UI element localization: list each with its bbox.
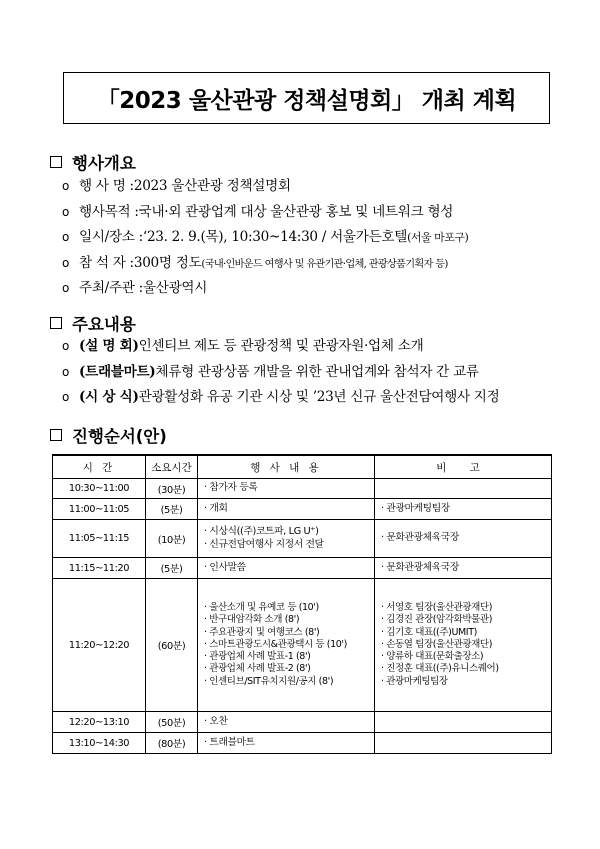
cell-time: 13:10~14:30 bbox=[53, 733, 146, 754]
cell-duration: (30분) bbox=[146, 479, 198, 499]
item-value: 국내·외 관광업계 대상 울산관광 홍보 및 네트워크 형성 bbox=[138, 203, 454, 220]
list-item bbox=[62, 174, 582, 200]
cell-content bbox=[198, 479, 375, 499]
cell-time: 11:20~12:20 bbox=[53, 579, 146, 712]
section-heading-overview bbox=[50, 150, 136, 174]
cell-content bbox=[198, 558, 375, 579]
circle-bullet-icon: o bbox=[62, 390, 70, 404]
table-row bbox=[53, 520, 552, 558]
circle-bullet-icon: o bbox=[62, 339, 70, 353]
cell-note bbox=[375, 479, 552, 499]
table-row bbox=[53, 479, 552, 499]
cell-time: 11:00~11:05 bbox=[53, 499, 146, 520]
circle-bullet-icon: o bbox=[62, 230, 70, 244]
circle-bullet-icon: o bbox=[62, 179, 70, 193]
note-line: · 문화관광체육국장 bbox=[381, 561, 459, 573]
item-value: ‘23. 2. 9.(목), 10:30~14:30 / 서울가든호텔 bbox=[142, 229, 408, 245]
item-key: 참 석 자 : bbox=[79, 254, 134, 271]
content-line: · 스마트관광도시&관광택시 등 (10') bbox=[204, 638, 347, 650]
table-row bbox=[53, 712, 552, 733]
list-item bbox=[62, 360, 582, 386]
note-line: · 김경진 관장(암각화박물관) bbox=[381, 614, 493, 626]
table-row bbox=[53, 733, 552, 754]
cell-duration: (60분) bbox=[146, 579, 198, 712]
cell-note bbox=[375, 520, 552, 558]
column-header-duration: 소요시간 bbox=[146, 455, 198, 479]
document-title: 「2023 울산관광 정책설명회」 개최 계획 bbox=[63, 72, 550, 124]
item-note: (서울 마포구) bbox=[407, 231, 469, 244]
table-row bbox=[53, 499, 552, 520]
item-value: 300명 정도 bbox=[133, 254, 202, 271]
section-heading-main-content bbox=[50, 311, 136, 335]
circle-bullet-icon: o bbox=[62, 255, 70, 270]
square-bullet-icon bbox=[50, 317, 62, 329]
schedule-table bbox=[52, 454, 552, 754]
content-line: · 울산소개 및 유예코 등 (10') bbox=[204, 602, 319, 614]
table-row bbox=[53, 579, 552, 712]
content-line: · 시상식((주)코트파, LG U⁺) bbox=[204, 526, 319, 538]
list-item bbox=[62, 385, 582, 411]
table-row bbox=[53, 558, 552, 579]
cell-duration: (80분) bbox=[146, 733, 198, 754]
item-key: 행 사 명 : bbox=[79, 178, 134, 194]
item-key: (설 명 회) bbox=[79, 338, 139, 354]
list-item bbox=[62, 334, 582, 360]
cell-duration: (5분) bbox=[146, 558, 198, 579]
section-heading-schedule bbox=[50, 423, 167, 447]
cell-note bbox=[375, 712, 552, 733]
note-line: · 진정훈 대표((주)유니스퀘어) bbox=[381, 663, 499, 675]
item-value: 체류형 관광상품 개발을 위한 관내업계와 참석자 간 교류 bbox=[155, 363, 479, 380]
circle-bullet-icon: o bbox=[62, 281, 70, 295]
note-line: · 문화관광체육국장 bbox=[381, 532, 459, 544]
cell-content bbox=[198, 520, 375, 558]
cell-time: 11:05~11:15 bbox=[53, 520, 146, 558]
cell-note bbox=[375, 558, 552, 579]
item-key: 일시/장소 : bbox=[79, 229, 143, 245]
content-line: · 주요관광지 및 여행코스 (8') bbox=[204, 626, 320, 638]
note-line: · 양류하 대표(문화출장소) bbox=[381, 651, 484, 663]
item-key: (시 상 식) bbox=[79, 389, 139, 405]
cell-duration: (50분) bbox=[146, 712, 198, 733]
item-value: 인센티브 제도 등 관광정책 및 관광자원·업체 소개 bbox=[138, 338, 424, 354]
list-item bbox=[62, 251, 582, 277]
note-line: · 관광마케팅팀장 bbox=[381, 675, 448, 687]
note-line: · 서영호 팀장(울산관광재단) bbox=[381, 602, 493, 614]
list-item bbox=[62, 200, 582, 226]
content-line: · 관광업체 사례 발표-1 (8') bbox=[204, 651, 311, 663]
overview-heading: 행사개요 bbox=[72, 154, 136, 173]
cell-note bbox=[375, 499, 552, 520]
schedule-heading: 진행순서(안) bbox=[72, 427, 167, 446]
item-key: 행사목적 : bbox=[79, 203, 139, 220]
content-line: · 참가자 등록 bbox=[204, 482, 258, 494]
cell-content bbox=[198, 733, 375, 754]
cell-content bbox=[198, 499, 375, 520]
circle-bullet-icon: o bbox=[62, 364, 70, 379]
item-value: 울산광역시 bbox=[142, 280, 208, 296]
main-content-list bbox=[62, 334, 582, 411]
cell-duration: (5분) bbox=[146, 499, 198, 520]
content-line: · 신규전담여행사 지정서 전달 bbox=[204, 538, 324, 550]
note-line: · 관광마케팅팀장 bbox=[381, 502, 450, 514]
item-value: 관광활성화 유공 기관 시상 및 ’23년 신규 울산전담여행사 지정 bbox=[138, 389, 500, 405]
list-item bbox=[62, 225, 582, 251]
list-item bbox=[62, 276, 582, 302]
content-line: · 개회 bbox=[204, 502, 228, 514]
item-key: 주최/주관 : bbox=[79, 280, 143, 296]
note-line: · 손동열 팀장(울산관광재단) bbox=[381, 638, 493, 650]
main-content-heading: 주요내용 bbox=[72, 315, 136, 334]
square-bullet-icon bbox=[50, 156, 62, 168]
cell-duration: (10분) bbox=[146, 520, 198, 558]
content-line: · 관광업체 사례 발표-2 (8') bbox=[204, 663, 311, 675]
cell-time: 10:30~11:00 bbox=[53, 479, 146, 499]
cell-note bbox=[375, 733, 552, 754]
cell-content bbox=[198, 579, 375, 712]
cell-time: 11:15~11:20 bbox=[53, 558, 146, 579]
table-header-row bbox=[53, 455, 552, 479]
note-line: · 김기호 대표((주)UMIT) bbox=[381, 626, 477, 638]
circle-bullet-icon: o bbox=[62, 204, 70, 219]
item-key: (트래블마트) bbox=[79, 363, 156, 380]
item-note: (국내·인바운드 여행사 및 유관기관·업체, 관광상품기획자 등) bbox=[201, 258, 448, 270]
content-line: · 인사말씀 bbox=[204, 561, 246, 573]
column-header-note: 비 고 bbox=[375, 455, 552, 479]
content-line: · 트래블마트 bbox=[204, 736, 255, 748]
cell-content bbox=[198, 712, 375, 733]
column-header-time: 시 간 bbox=[53, 455, 146, 479]
content-line: · 오찬 bbox=[204, 715, 228, 727]
content-line: · 인센티브/SIT유치지원/공지 (8') bbox=[204, 675, 334, 687]
overview-list bbox=[62, 174, 582, 302]
cell-note bbox=[375, 579, 552, 712]
content-line: · 반구대암각화 소개 (8') bbox=[204, 614, 300, 626]
item-value: 2023 울산관광 정책설명회 bbox=[133, 178, 291, 194]
column-header-content: 행 사 내 용 bbox=[198, 455, 375, 479]
square-bullet-icon bbox=[50, 429, 62, 441]
cell-time: 12:20~13:10 bbox=[53, 712, 146, 733]
